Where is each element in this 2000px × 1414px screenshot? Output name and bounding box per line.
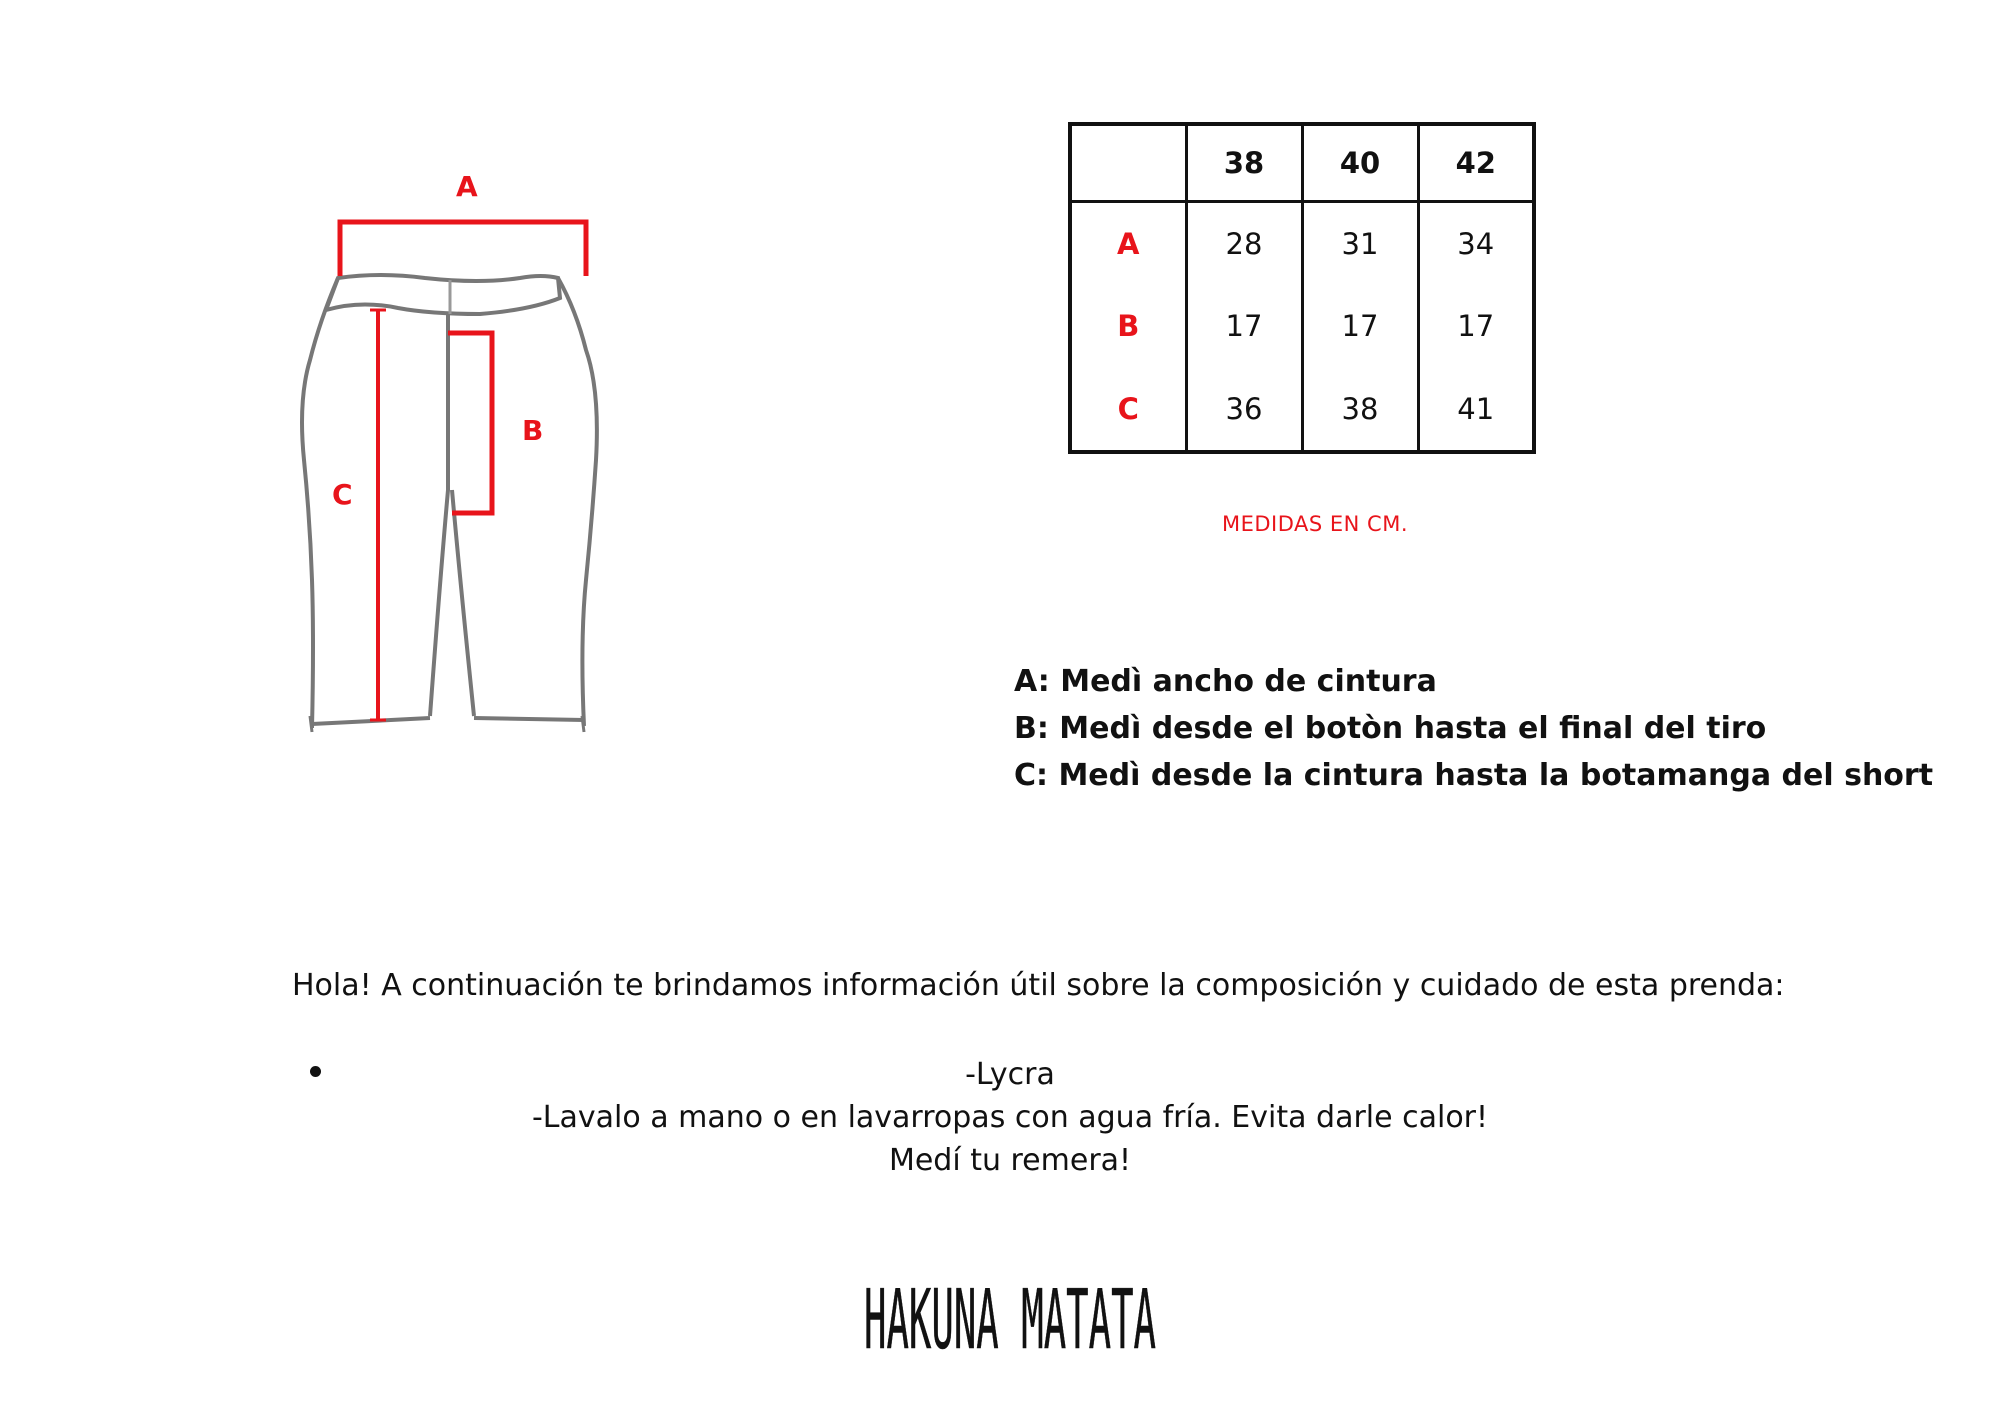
care-instructions	[330, 1053, 1690, 1182]
measurement-instructions	[1014, 658, 1974, 799]
brand-logo-wordmark	[760, 1270, 1260, 1368]
table-row	[1070, 285, 1534, 367]
instruction-b: B: Medì desde el botòn hasta el final del tiro	[1014, 711, 1767, 746]
row-label: A	[1117, 227, 1140, 262]
shorts-measurement-figure	[280, 160, 660, 740]
intro-text: Hola! A continuación te brindamos información útil sobre la composición y cuidado de esta prenda:	[292, 968, 1785, 1003]
care-line-measure: Medí tu remera!	[888, 1143, 1132, 1178]
instruction-a: A: Medì ancho de cintura	[1014, 664, 1437, 699]
care-line-washing: -Lavalo a mano o en lavarropas con agua fría. Evita darle calor!	[531, 1100, 1489, 1135]
care-line-material: -Lycra	[965, 1057, 1055, 1092]
size-table-corner	[1070, 124, 1186, 202]
figure-label-a: A	[456, 170, 478, 203]
measure-b-marker	[448, 333, 492, 513]
size-header: 40	[1302, 124, 1418, 202]
row-label: C	[1117, 391, 1139, 426]
units-note: MEDIDAS EN CM.	[1221, 512, 1409, 536]
table-cell: 17	[1186, 285, 1302, 367]
table-cell: 34	[1418, 202, 1534, 286]
table-cell: 31	[1302, 202, 1418, 286]
brand-name: HAKUNA MATATA	[864, 1273, 1156, 1368]
table-row	[1070, 202, 1534, 286]
table-cell: 36	[1186, 368, 1302, 452]
size-header: 42	[1418, 124, 1534, 202]
row-label: B	[1117, 309, 1140, 344]
list-bullet-icon	[310, 1066, 321, 1077]
size-table-header-row	[1070, 124, 1534, 202]
table-cell: 41	[1418, 368, 1534, 452]
figure-label-c: C	[332, 478, 353, 511]
table-cell: 17	[1302, 285, 1418, 367]
table-cell: 28	[1186, 202, 1302, 286]
size-header: 38	[1186, 124, 1302, 202]
table-cell: 17	[1418, 285, 1534, 367]
instruction-c: C: Medì desde la cintura hasta la botamanga del short	[1014, 758, 1934, 793]
figure-label-b: B	[522, 414, 544, 447]
measure-a-marker	[340, 222, 586, 276]
brand-logo	[760, 1270, 1260, 1368]
size-table	[1068, 122, 1536, 454]
shorts-outline-icon	[280, 160, 660, 740]
table-row	[1070, 368, 1534, 452]
table-cell: 38	[1302, 368, 1418, 452]
